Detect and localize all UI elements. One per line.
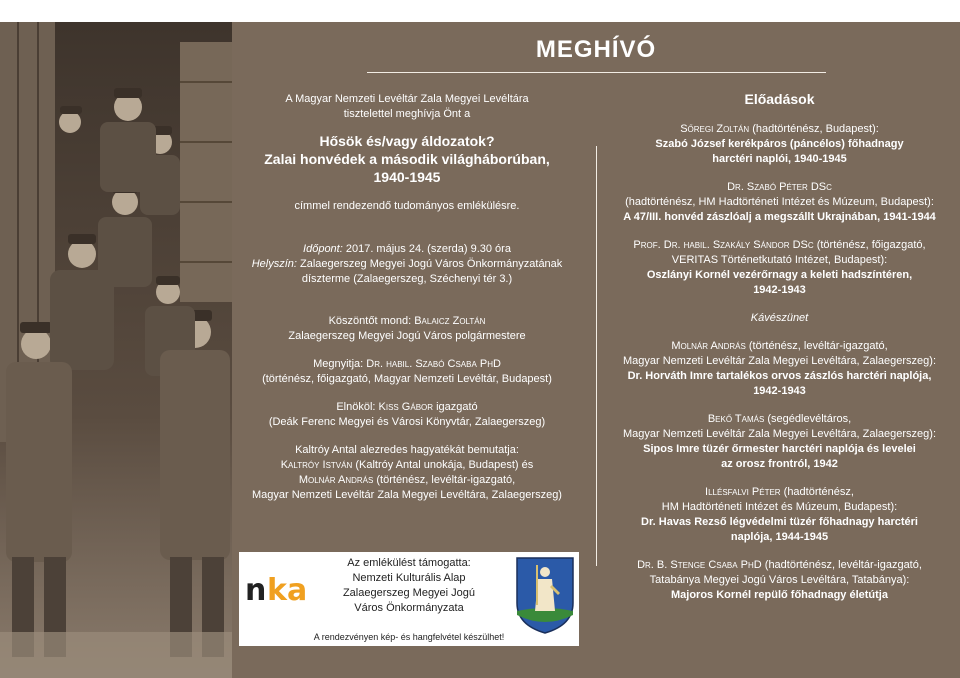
talk-item xyxy=(602,412,957,472)
legacy-presenter-2 xyxy=(232,473,582,488)
talk-title: Oszlányi Kornél vezérőrnagy a keleti hadszíntéren, xyxy=(646,269,913,281)
greeting-name: Balaicz Zoltán xyxy=(414,315,486,327)
page-title: MEGHÍVÓ xyxy=(535,36,657,63)
talk-affiliation: Magyar Nemzeti Levéltár Zala Megyei Levéltára, Zalaegerszeg): xyxy=(622,355,937,367)
event-title-line: Zalai honvédek a második világháborúban, xyxy=(264,151,550,167)
opening xyxy=(232,357,582,372)
legacy-presenter-1 xyxy=(232,458,582,473)
talk-title: az orosz frontról, 1942 xyxy=(721,458,838,470)
sponsor-line: Nemzeti Kulturális Alap xyxy=(352,572,466,584)
talk-item xyxy=(602,558,957,603)
sponsor-line: Zalaegerszeg Megyei Jogú xyxy=(342,587,476,599)
zalaegerszeg-coat-of-arms-icon xyxy=(514,555,576,635)
talk-title: Dr. Horváth Imre tartalékos orvos zászlós harctéri naplója, xyxy=(627,370,932,382)
event-place xyxy=(232,257,582,272)
talk-affiliation: HM Hadtörténeti Intézet és Múzeum, Budapest): xyxy=(661,501,898,513)
legacy-name-1: Kaltróy István xyxy=(280,459,353,471)
event-title-line: Hősök és/vagy áldozatok? xyxy=(319,133,495,149)
talk-item xyxy=(602,238,957,298)
talk-item xyxy=(602,485,957,545)
chair-label: Elnököl: xyxy=(336,401,379,413)
talk-affiliation: (történész, levéltár-igazgató, xyxy=(745,340,888,352)
talk-affiliation: (hadtörténész, HM Hadtörténeti Intézet és Múzeum, Budapest): xyxy=(625,196,934,208)
chair xyxy=(232,400,582,415)
event-subtitle: címmel rendezendő tudományos emlékülésre. xyxy=(294,200,520,212)
coffee-break: Kávészünet xyxy=(750,312,809,324)
talk-affiliation: Tatabánya Megyei Jogú Város Levéltára, Tatabánya): xyxy=(649,574,910,586)
lectures-heading: Előadások xyxy=(744,91,815,107)
talk-speaker: Bekő Tamás xyxy=(707,413,765,425)
opening-name: Dr. habil. Szabó Csaba PhD xyxy=(366,358,501,370)
talk-title: 1942-1943 xyxy=(753,385,806,397)
sponsor-line: Város Önkormányzata xyxy=(354,602,464,614)
chair-role-suffix: igazgató xyxy=(433,401,478,413)
talk-item xyxy=(602,180,957,225)
legacy-name-1-suffix: (Kaltróy Antal unokája, Budapest) és xyxy=(352,459,534,471)
talk-title: Szabó József kerékpáros (páncélos) főhadnagy xyxy=(655,138,904,150)
opening-role: (történész, főigazgató, Magyar Nemzeti Levéltár, Budapest) xyxy=(262,373,552,385)
talk-title: naplója, 1944-1945 xyxy=(730,531,829,543)
talk-title: harctéri naplói, 1940-1945 xyxy=(712,153,847,165)
talk-affiliation: (hadtörténész, levéltár-igazgató, xyxy=(761,559,922,571)
soldiers-photo xyxy=(0,22,232,678)
talk-item xyxy=(602,339,957,399)
legacy-name-2: Molnár András xyxy=(298,474,374,486)
opening-label: Megnyitja: xyxy=(313,358,367,370)
sponsor-line: Az emlékülést támogatta: xyxy=(347,557,471,569)
greeting-label: Köszöntőt mond: xyxy=(328,315,415,327)
column-divider xyxy=(596,146,597,566)
talk-title: Majoros Kornél repülő főhadnagy életútja xyxy=(671,589,888,601)
sponsor-box xyxy=(239,552,579,646)
legacy-affiliation: Magyar Nemzeti Levéltár Zala Megyei Levéltára, Zalaegerszeg) xyxy=(252,489,562,501)
event-title xyxy=(232,132,582,186)
chair-name: Kiss Gábor xyxy=(378,401,434,413)
talk-speaker: Dr. Szabó Péter DSc xyxy=(727,181,832,193)
talk-speaker: Sőregi Zoltán xyxy=(680,123,750,135)
event-place-line2: díszterme (Zalaegerszeg, Széchenyi tér 3.) xyxy=(301,273,513,285)
event-details-column xyxy=(232,92,582,503)
talk-affiliation: VERITAS Történetkutató Intézet, Budapest): xyxy=(671,254,888,266)
lectures-column xyxy=(602,92,957,616)
talk-affiliation: (hadtörténész, xyxy=(780,486,854,498)
talk-title: A 47/III. honvéd zászlóalj a megszállt Ukrajnában, 1941-1944 xyxy=(623,211,936,223)
talk-affiliation: (történész, főigazgató, xyxy=(813,239,926,251)
time-label: Időpont: xyxy=(303,243,343,255)
talk-title: Dr. Havas Rezső légvédelmi tüzér főhadnagy harctéri xyxy=(641,516,918,528)
intro-line: tisztelettel meghívja Önt a xyxy=(343,108,471,120)
talk-title: 1942-1943 xyxy=(753,284,806,296)
greeting-role: Zalaegerszeg Megyei Jogú Város polgármestere xyxy=(288,330,526,342)
greeting xyxy=(232,314,582,329)
place-value: Zalaegerszeg Megyei Jogú Város Önkormányzatának xyxy=(296,258,563,270)
event-time xyxy=(232,242,582,257)
legacy-intro: Kaltróy Antal alezredes hagyatékát bemutatja: xyxy=(295,444,519,456)
nka-logo xyxy=(245,570,325,610)
nka-logo-ka: ka xyxy=(267,573,308,608)
sponsor-text xyxy=(319,556,499,616)
talk-item xyxy=(602,122,957,167)
talk-title: Sipos Imre tüzér őrmester harctéri naplója és levelei xyxy=(643,443,916,455)
nka-logo-n: n xyxy=(245,573,267,608)
talk-speaker: Molnár András xyxy=(671,340,746,352)
intro-line: A Magyar Nemzeti Levéltár Zala Megyei Levéltára xyxy=(285,93,529,105)
event-title-line: 1940-1945 xyxy=(373,169,441,185)
talk-speaker: Dr. B. Stenge Csaba PhD xyxy=(637,559,762,571)
invitation-panel xyxy=(232,22,960,678)
legacy-name-2-suffix: (történész, levéltár-igazgató, xyxy=(373,474,516,486)
recording-notice: A rendezvényen kép- és hangfelvétel készülhet! xyxy=(313,632,505,642)
talk-affiliation: (segédlevéltáros, xyxy=(764,413,852,425)
talk-speaker: Prof. Dr. habil. Szakály Sándor DSc xyxy=(633,239,814,251)
talk-speaker: Illésfalvi Péter xyxy=(705,486,781,498)
chair-role: (Deák Ferenc Megyei és Városi Könyvtár, Zalaegerszeg) xyxy=(268,416,546,428)
time-value: 2017. május 24. (szerda) 9.30 óra xyxy=(342,243,511,255)
place-label: Helyszín: xyxy=(251,258,297,270)
soldiers-photo-illustration xyxy=(0,22,232,678)
talk-affiliation: Magyar Nemzeti Levéltár Zala Megyei Levéltára, Zalaegerszeg): xyxy=(622,428,937,440)
talk-affiliation: (hadtörténész, Budapest): xyxy=(749,123,879,135)
title-underline xyxy=(367,72,826,73)
